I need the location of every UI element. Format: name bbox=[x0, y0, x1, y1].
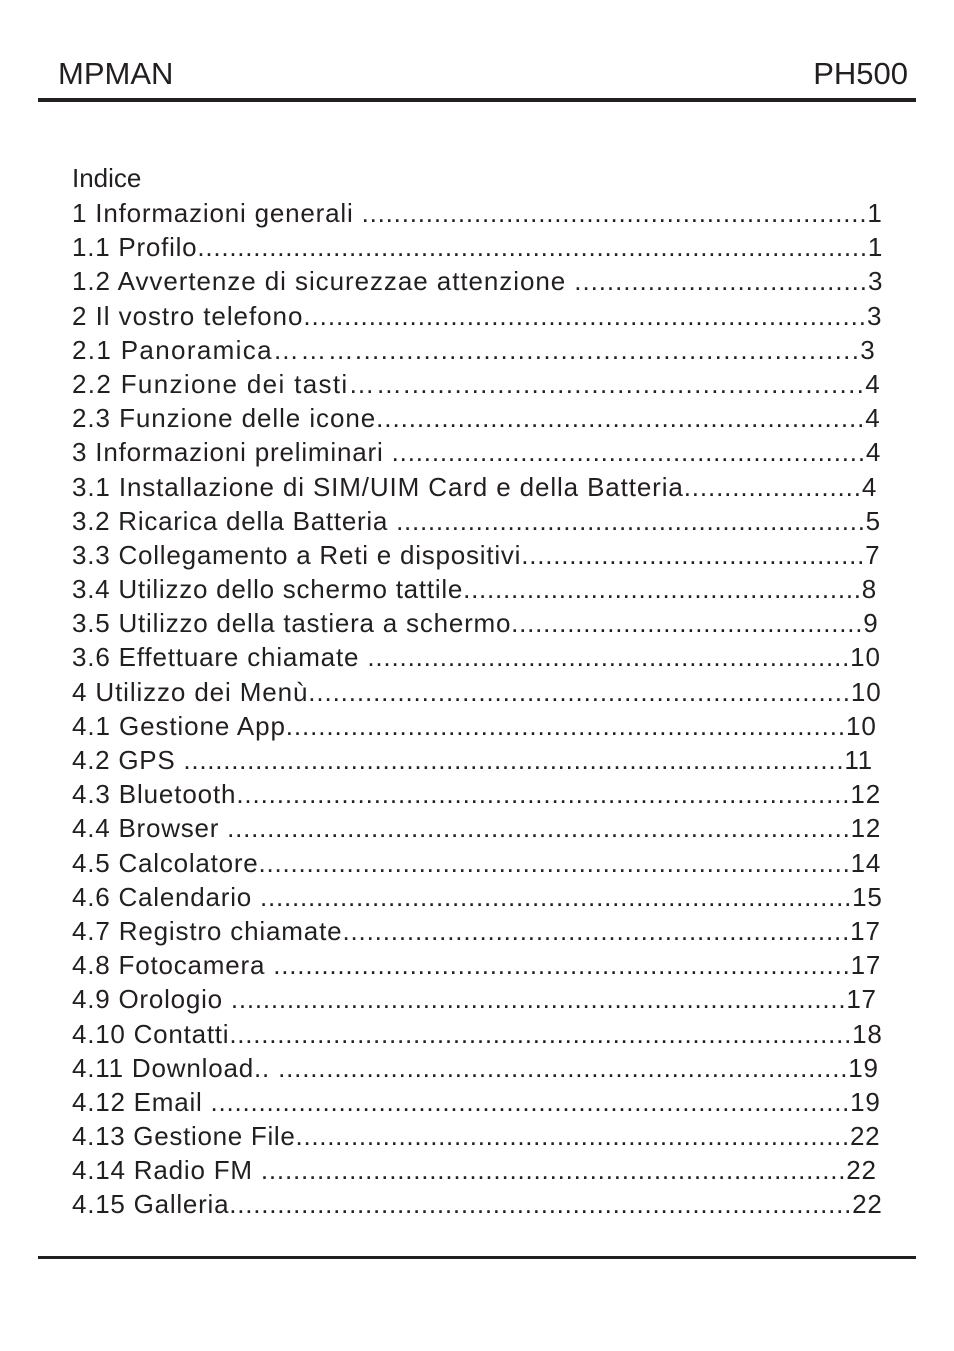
toc-entry: 4.10 Contatti..............................................................................18 bbox=[72, 1018, 883, 1049]
page-header bbox=[40, 52, 914, 100]
table-of-contents bbox=[72, 160, 892, 1222]
toc-entry: 4.1 Gestione App.....................................................................10 bbox=[72, 710, 877, 741]
toc-entry: 3.1 Installazione di SIM/UIM Card e della Batteria......................4 bbox=[72, 471, 878, 502]
toc-entry: 4 Utilizzo dei Menù...................................................................10 bbox=[72, 676, 882, 707]
toc-entry: 1.1 Profilo....................................................................................1 bbox=[72, 232, 884, 263]
brand-name: MPMAN bbox=[58, 56, 174, 91]
toc-entry: 4.12 Email ................................................................................19 bbox=[72, 1086, 881, 1117]
toc-entry: 1.2 Avvertenze di sicurezzae attenzione ....................................3 bbox=[72, 266, 884, 297]
toc-entry: 4.3 Bluetooth............................................................................12 bbox=[72, 779, 882, 810]
toc-entry: 3.6 Effettuare chiamate ............................................................10 bbox=[72, 642, 881, 673]
toc-entry: 4.6 Calendario ..........................................................................15 bbox=[72, 881, 883, 912]
toc-entries bbox=[72, 196, 892, 1222]
toc-entry: 4.5 Calcolatore..........................................................................14 bbox=[72, 847, 882, 878]
toc-entry: 3.3 Collegamento a Reti e dispositivi...........................................7 bbox=[72, 539, 881, 570]
toc-entry: 2 Il vostro telefono.....................................................................3 bbox=[72, 300, 883, 331]
toc-entry: 4.4 Browser ..............................................................................12 bbox=[72, 813, 882, 844]
model-name: PH500 bbox=[813, 56, 908, 91]
toc-entry: 1 Informazioni generali ...............................................................1 bbox=[72, 198, 883, 228]
footer-divider bbox=[38, 1256, 916, 1259]
toc-entry: 3.2 Ricarica della Batteria ...........................................................5 bbox=[72, 505, 881, 536]
header-divider bbox=[38, 98, 916, 102]
toc-entry: 4.13 Gestione File......................................................................22 bbox=[72, 1121, 881, 1152]
toc-entry: 2.1 Panoramica………...........................................................3 bbox=[72, 334, 877, 365]
toc-entry: 3.5 Utilizzo della tastiera a schermo............................................9 bbox=[72, 608, 879, 639]
toc-entry: 2.2 Funzione dei tasti……......................................................4 bbox=[72, 368, 882, 399]
toc-heading: Indice bbox=[72, 163, 142, 193]
toc-entry: 4.2 GPS ...................................................................................11 bbox=[72, 745, 873, 775]
toc-entry: 4.7 Registro chiamate...............................................................17 bbox=[72, 915, 881, 946]
toc-entry: 2.3 Funzione delle icone............................................................4 bbox=[72, 403, 881, 434]
toc-entry: 4.8 Fotocamera ........................................................................17 bbox=[72, 950, 882, 981]
toc-entry: 4.14 Radio FM .........................................................................22 bbox=[72, 1155, 877, 1186]
toc-entry: 3.4 Utilizzo dello schermo tattile..................................................8 bbox=[72, 574, 877, 605]
toc-entry: 4.11 Download.. .......................................................................19 bbox=[72, 1052, 879, 1083]
toc-entry: 3 Informazioni preliminari ...........................................................4 bbox=[72, 437, 882, 468]
toc-entry: 4.9 Orologio .............................................................................17 bbox=[72, 984, 877, 1015]
toc-entry: 4.15 Galleria..............................................................................22 bbox=[72, 1189, 883, 1220]
